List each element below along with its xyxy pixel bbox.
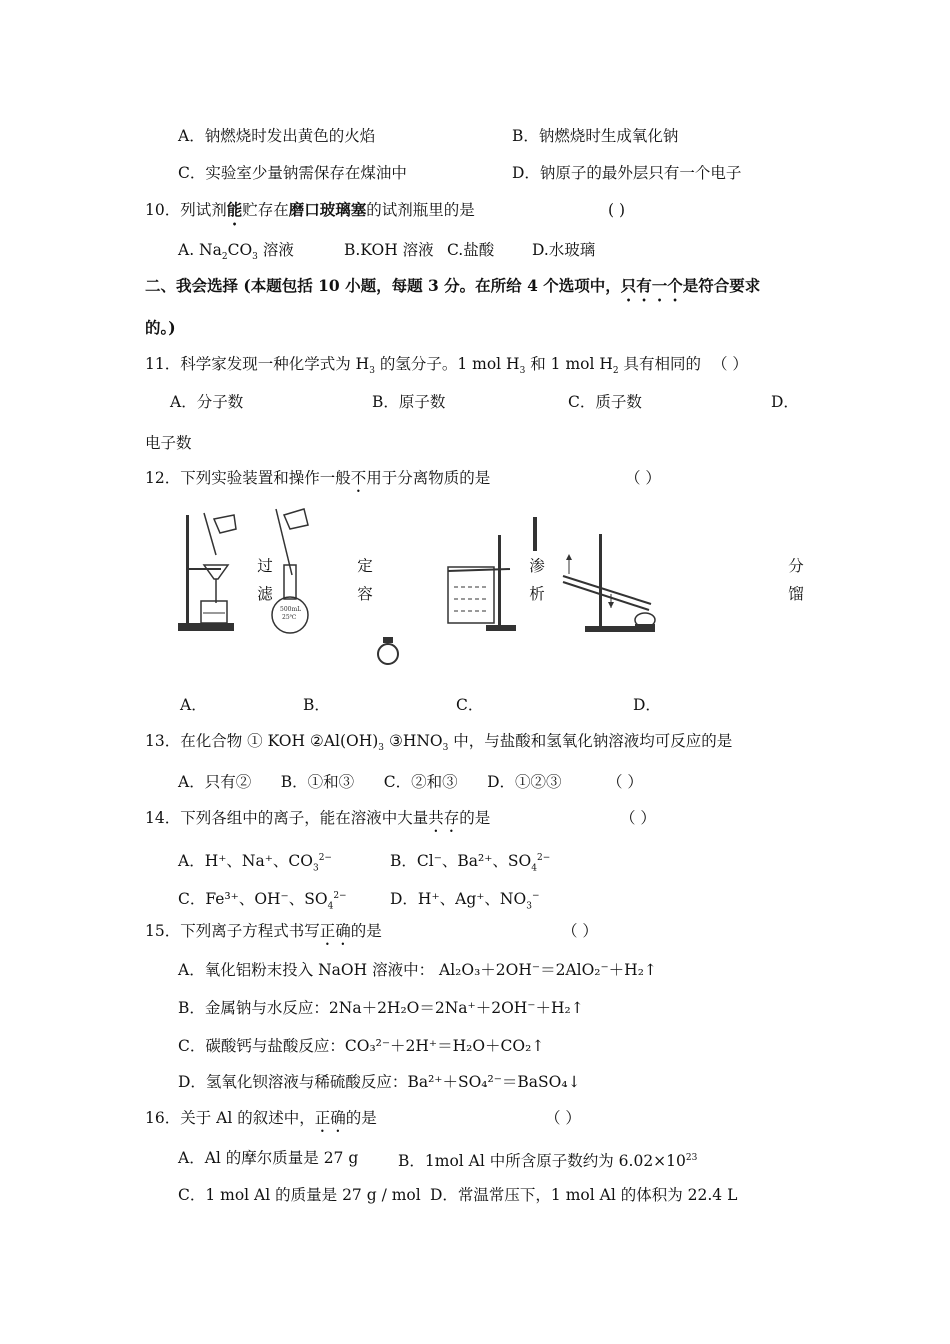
q15-option-a: A．氧化铝粉末投入 NaOH 溶液中： Al₂O₃＋2OH⁻＝2AlO₂⁻＋H₂↑: [178, 961, 657, 979]
question-15: 15．下列离子方程式书写正确的是: [145, 922, 382, 940]
q9-option-d: D．钠原子的最外层只有一个电子: [512, 164, 742, 182]
svg-text:25℃: 25℃: [282, 614, 297, 621]
q10-option-d: D.水玻璃: [532, 241, 596, 259]
q11-option-a: A．分子数: [170, 393, 244, 411]
ring-icon: [375, 635, 401, 667]
volumetric-flask-apparatus: [268, 505, 318, 635]
q12-option-b: B．: [303, 696, 330, 714]
dialysis-apparatus: [440, 515, 524, 635]
answer-paren: （ ）: [712, 355, 748, 373]
question-10: [145, 200, 475, 229]
q10-emphasis: 能: [226, 200, 243, 219]
q11-option-d: D．: [771, 393, 799, 411]
q15-option-c: C．碳酸钙与盐酸反应：CO₃²⁻＋2H⁺＝H₂O＋CO₂↑: [178, 1037, 545, 1055]
q9-option-c: C．实验室少量钠需保存在煤油中: [178, 164, 407, 182]
distillation-apparatus: [555, 530, 665, 634]
q15-option-d: D．氢氧化钡溶液与稀硫酸反应：Ba²⁺＋SO₄²⁻＝BaSO₄↓: [178, 1073, 581, 1091]
filtration-apparatus: [176, 505, 256, 635]
q16-option-a: A．Al 的摩尔质量是 27 g: [178, 1149, 359, 1167]
question-16: 16．关于 Al 的叙述中，正确的是: [145, 1109, 377, 1127]
q10-bold: 磨口玻璃塞: [288, 200, 367, 219]
q12-option-a: A．: [180, 696, 207, 714]
q15-option-b: B．金属钠与水反应：2Na＋2H₂O＝2Na⁺＋2OH⁻＋H₂↑: [178, 999, 584, 1017]
q16-option-b: B．1mol Al 中所含原子数约为 $6.02\times 10^{23}$: [398, 1152, 698, 1171]
section-heading-cont: 的。): [145, 318, 176, 337]
answer-paren: （ ）: [562, 922, 598, 940]
answer-paren: ( ): [608, 201, 626, 219]
question-13: 13．在化合物 ① KOH $②Al(OH)_3$ $③HNO_3$ 中，与盐酸和氢氧化钠溶液均可反应的是: [145, 732, 733, 754]
q13-options: A．只有② B．①和③ C．②和③ D．①②③: [178, 773, 562, 791]
q14-option-c: C．Fe³⁺、OH⁻、$SO_4^{2-}$: [178, 890, 347, 912]
q14-option-b: B．Cl⁻、Ba²⁺、$SO_4^{2-}$: [390, 852, 551, 874]
svg-text:500mL: 500mL: [280, 606, 302, 613]
q14-option-a: A．H⁺、Na⁺、$CO_3^{2-}$: [178, 852, 332, 874]
q11-option-d-text: 电子数: [145, 434, 192, 452]
question-number: 10．: [145, 201, 181, 219]
q16-option-d: D．常温常压下，1 mol Al 的体积为 22.4 L: [430, 1186, 738, 1204]
q12-option-c: C．: [456, 696, 484, 714]
label-fractionation: 分馏: [788, 557, 804, 603]
q11-option-b: B．原子数: [372, 393, 446, 411]
q11-option-c: C．质子数: [568, 393, 642, 411]
q10-text: 的试剂瓶里的是: [366, 201, 475, 219]
label-volume: 定容: [357, 557, 373, 603]
q14-option-d: D．H⁺、Ag⁺、$NO_3^-$: [390, 890, 540, 912]
label-filtration: 过滤: [257, 557, 273, 603]
q10-option-a: A. $Na_2CO_3$ 溶液: [178, 241, 294, 263]
q10-option-c: C.盐酸: [447, 241, 495, 259]
answer-paren: （ ）: [545, 1109, 581, 1127]
q10-option-b: B.KOH 溶液: [344, 241, 434, 259]
answer-paren: （ ）: [620, 809, 656, 827]
q9-option-b: B．钠燃烧时生成氧化钠: [512, 127, 679, 145]
question-14: 14．下列各组中的离子，能在溶液中大量共存的是: [145, 809, 491, 827]
answer-paren: （ ）: [607, 773, 643, 791]
q10-text: 列试剂: [180, 201, 227, 219]
section-heading: 二、我会选择 (本题包括 10 小题，每题 3 分。在所给 4 个选项中，只有一个是符合要求: [145, 276, 761, 295]
q16-option-c: C．1 mol Al 的质量是 27 g / mol: [178, 1186, 421, 1204]
q10-text: 贮存在: [242, 201, 289, 219]
glass-rod: [531, 517, 539, 553]
question-11: 11．科学家发现一种化学式为 $H_3$ 的氢分子。1 mol $H_3$ 和 1 mol $H_2$ 具有相同的: [145, 355, 702, 377]
q12-option-d: D．: [633, 696, 661, 714]
q9-option-a: A．钠燃烧时发出黄色的火焰: [178, 127, 376, 145]
answer-paren: （ ）: [625, 469, 661, 487]
question-12: 12．下列实验装置和操作一般不用于分离物质的是: [145, 469, 491, 487]
label-dialysis: 渗析: [529, 557, 545, 603]
